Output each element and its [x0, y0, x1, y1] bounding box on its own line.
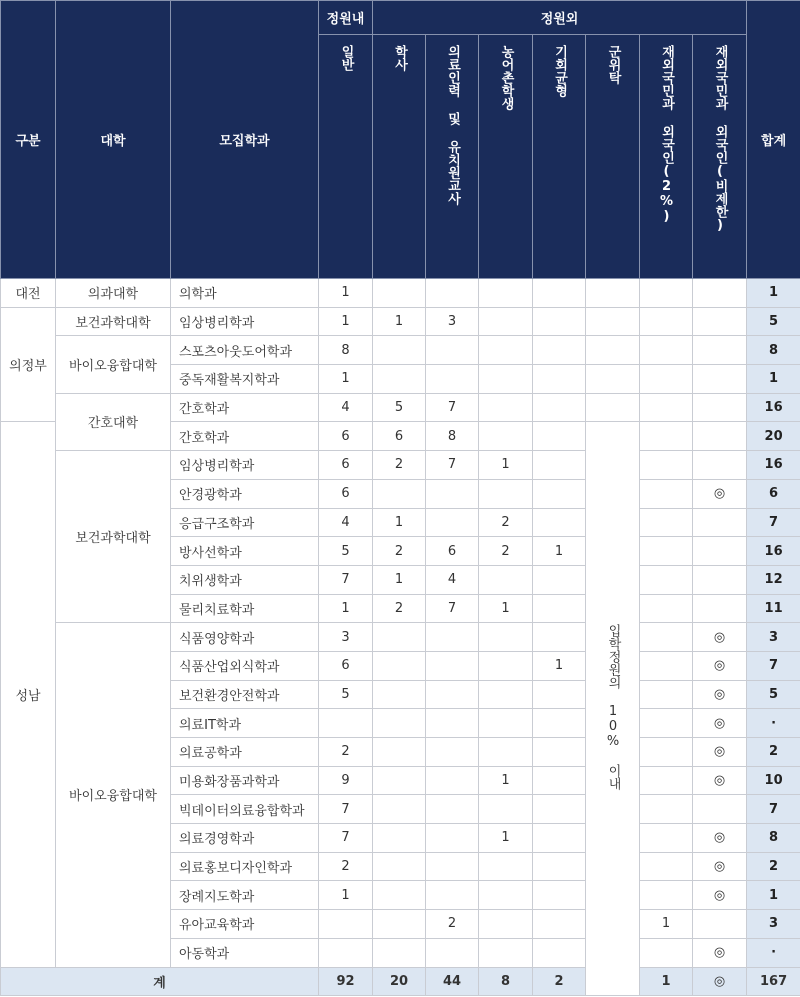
value-cell	[373, 910, 426, 939]
value-cell: ◎	[693, 881, 747, 910]
value-cell: 4	[426, 565, 479, 594]
value-cell	[640, 393, 693, 422]
sum-cell: 5	[747, 680, 800, 709]
value-cell	[426, 709, 479, 738]
value-cell	[640, 508, 693, 537]
value-cell	[533, 623, 586, 652]
value-cell: 1	[533, 651, 586, 680]
value-cell	[533, 279, 586, 308]
dept-cell: 식품산업외식학과	[171, 651, 319, 680]
value-cell	[373, 365, 426, 394]
sum-cell: 1	[747, 279, 800, 308]
header-dept: 모집학과	[171, 1, 319, 279]
header-col-general: 일반	[319, 35, 373, 279]
total-cell: 92	[319, 967, 373, 996]
value-cell: 3	[319, 623, 373, 652]
value-cell	[479, 565, 533, 594]
value-cell	[533, 365, 586, 394]
value-cell	[640, 709, 693, 738]
college-cell: 의과대학	[56, 279, 171, 308]
dept-cell: 방사선학과	[171, 537, 319, 566]
value-cell	[533, 307, 586, 336]
value-cell	[426, 938, 479, 967]
header-gubun: 구분	[1, 1, 56, 279]
value-cell: ◎	[693, 479, 747, 508]
value-cell: 6	[319, 422, 373, 451]
value-cell	[640, 824, 693, 853]
value-cell	[640, 623, 693, 652]
value-cell	[479, 393, 533, 422]
value-cell	[426, 651, 479, 680]
table-row	[1, 336, 800, 365]
dept-cell: 간호학과	[171, 393, 319, 422]
sum-cell: 7	[747, 508, 800, 537]
value-cell	[319, 709, 373, 738]
total-sum-cell: 167	[747, 967, 800, 996]
value-cell: ◎	[693, 938, 747, 967]
value-cell: ◎	[693, 738, 747, 767]
header-col-overseas-unlimited: 재외국민과 외국인(비제한)	[693, 35, 747, 279]
sum-cell: 2	[747, 738, 800, 767]
dept-cell: 간호학과	[171, 422, 319, 451]
sum-cell: 10	[747, 766, 800, 795]
dept-cell: 중독재활복지학과	[171, 365, 319, 394]
total-cell: 20	[373, 967, 426, 996]
value-cell	[479, 479, 533, 508]
value-cell: 6	[319, 651, 373, 680]
sum-cell: ·	[747, 709, 800, 738]
table-row	[1, 307, 800, 336]
value-cell	[479, 623, 533, 652]
value-cell: 2	[319, 738, 373, 767]
dept-cell: 임상병리학과	[171, 307, 319, 336]
value-cell: 2	[426, 910, 479, 939]
campus-cell: 의정부	[1, 307, 56, 422]
value-cell	[640, 680, 693, 709]
value-cell: 1	[319, 881, 373, 910]
value-cell	[693, 508, 747, 537]
value-cell	[479, 795, 533, 824]
value-cell	[479, 938, 533, 967]
value-cell	[426, 623, 479, 652]
value-cell	[533, 594, 586, 623]
value-cell	[373, 824, 426, 853]
header-outside-quota: 정원외	[373, 1, 747, 35]
header-col-opportunity: 기회균형	[533, 35, 586, 279]
value-cell: 6	[319, 451, 373, 480]
value-cell: 7	[426, 451, 479, 480]
value-cell: 2	[373, 451, 426, 480]
table-row	[1, 279, 800, 308]
sum-cell: 16	[747, 393, 800, 422]
value-cell: ◎	[693, 651, 747, 680]
value-cell	[373, 709, 426, 738]
value-cell	[373, 651, 426, 680]
value-cell: ◎	[693, 824, 747, 853]
value-cell: 1	[533, 537, 586, 566]
dept-cell: 아동학과	[171, 938, 319, 967]
value-cell	[533, 565, 586, 594]
value-cell	[426, 508, 479, 537]
value-cell	[586, 365, 640, 394]
value-cell: ◎	[693, 766, 747, 795]
value-cell	[640, 651, 693, 680]
total-label: 계	[1, 967, 319, 996]
campus-cell: 대전	[1, 279, 56, 308]
value-cell	[640, 479, 693, 508]
value-cell	[693, 795, 747, 824]
header-col-military: 군위탁	[586, 35, 640, 279]
dept-cell: 보건환경안전학과	[171, 680, 319, 709]
value-cell	[426, 766, 479, 795]
sum-cell: 16	[747, 537, 800, 566]
sum-cell: 7	[747, 795, 800, 824]
sum-cell: 3	[747, 623, 800, 652]
value-cell	[640, 738, 693, 767]
value-cell: 2	[373, 537, 426, 566]
value-cell: 7	[319, 824, 373, 853]
dept-cell: 응급구조학과	[171, 508, 319, 537]
value-cell	[426, 795, 479, 824]
value-cell: ◎	[693, 709, 747, 738]
dept-cell: 의학과	[171, 279, 319, 308]
value-cell: 6	[319, 479, 373, 508]
value-cell	[373, 881, 426, 910]
value-cell	[640, 766, 693, 795]
value-cell	[640, 336, 693, 365]
value-cell	[693, 422, 747, 451]
college-cell: 간호대학	[56, 393, 171, 450]
value-cell	[426, 852, 479, 881]
sum-cell: 8	[747, 336, 800, 365]
dept-cell: 의료홍보디자인학과	[171, 852, 319, 881]
value-cell: 9	[319, 766, 373, 795]
header-col-bachelor: 학사	[373, 35, 426, 279]
value-cell: 7	[426, 594, 479, 623]
value-cell	[426, 738, 479, 767]
value-cell	[640, 422, 693, 451]
value-cell: 1	[373, 508, 426, 537]
value-cell	[693, 565, 747, 594]
dept-cell: 치위생학과	[171, 565, 319, 594]
value-cell	[479, 279, 533, 308]
value-cell: 1	[319, 365, 373, 394]
header-within-quota: 정원내	[319, 1, 373, 35]
value-cell	[373, 279, 426, 308]
value-cell: 1	[479, 451, 533, 480]
value-cell: 2	[319, 852, 373, 881]
value-cell	[426, 365, 479, 394]
value-cell: 3	[426, 307, 479, 336]
value-cell	[533, 795, 586, 824]
value-cell	[640, 565, 693, 594]
value-cell	[533, 479, 586, 508]
value-cell: 6	[373, 422, 426, 451]
value-cell	[479, 881, 533, 910]
value-cell	[640, 881, 693, 910]
value-cell: ◎	[693, 680, 747, 709]
sum-cell: 20	[747, 422, 800, 451]
header-col-medical: 의료인력 및 유치원교사	[426, 35, 479, 279]
college-cell: 보건과학대학	[56, 307, 171, 336]
value-cell	[533, 680, 586, 709]
sum-cell: 1	[747, 881, 800, 910]
header-college: 대학	[56, 1, 171, 279]
value-cell	[533, 709, 586, 738]
sum-cell: 12	[747, 565, 800, 594]
dept-cell: 장례지도학과	[171, 881, 319, 910]
total-cell: 8	[479, 967, 533, 996]
value-cell: 2	[479, 537, 533, 566]
value-cell	[479, 709, 533, 738]
value-cell: 7	[426, 393, 479, 422]
value-cell	[533, 766, 586, 795]
total-cell: 2	[533, 967, 586, 996]
college-cell: 바이오융합대학	[56, 336, 171, 393]
dept-cell: 의료경영학과	[171, 824, 319, 853]
value-cell: 1	[319, 307, 373, 336]
dept-cell: 식품영양학과	[171, 623, 319, 652]
dept-cell: 물리치료학과	[171, 594, 319, 623]
dept-cell: 빅데이터의료융합학과	[171, 795, 319, 824]
value-cell: 1	[373, 565, 426, 594]
sum-cell: 16	[747, 451, 800, 480]
value-cell	[533, 938, 586, 967]
value-cell: ◎	[693, 623, 747, 652]
value-cell	[373, 766, 426, 795]
value-cell	[426, 479, 479, 508]
value-cell	[319, 910, 373, 939]
value-cell	[373, 336, 426, 365]
value-cell	[533, 738, 586, 767]
value-cell	[586, 307, 640, 336]
dept-cell: 스포츠아웃도어학과	[171, 336, 319, 365]
value-cell	[533, 910, 586, 939]
value-cell	[640, 451, 693, 480]
sum-cell: 11	[747, 594, 800, 623]
dept-cell: 안경광학과	[171, 479, 319, 508]
value-cell	[586, 279, 640, 308]
value-cell: 1	[479, 824, 533, 853]
value-cell	[693, 393, 747, 422]
sum-cell: 1	[747, 365, 800, 394]
value-cell: 1	[479, 766, 533, 795]
value-cell	[479, 422, 533, 451]
value-cell	[640, 537, 693, 566]
value-cell: 4	[319, 508, 373, 537]
value-cell: 5	[319, 537, 373, 566]
table-row	[1, 393, 800, 422]
value-cell	[693, 336, 747, 365]
value-cell	[426, 279, 479, 308]
value-cell	[640, 938, 693, 967]
value-cell: 5	[373, 393, 426, 422]
value-cell	[693, 451, 747, 480]
header-col-rural: 농어촌학생	[479, 35, 533, 279]
value-cell: 7	[319, 565, 373, 594]
value-cell: 5	[319, 680, 373, 709]
value-cell	[693, 307, 747, 336]
value-cell: 7	[319, 795, 373, 824]
value-cell: 1	[479, 594, 533, 623]
value-cell	[640, 795, 693, 824]
value-cell	[533, 451, 586, 480]
value-cell: 6	[426, 537, 479, 566]
military-quota-note: 입학정원의 10% 이내	[586, 422, 640, 996]
value-cell	[479, 852, 533, 881]
value-cell: 1	[640, 910, 693, 939]
value-cell	[479, 651, 533, 680]
sum-cell: 6	[747, 479, 800, 508]
value-cell	[693, 594, 747, 623]
value-cell: ◎	[693, 852, 747, 881]
dept-cell: 유아교육학과	[171, 910, 319, 939]
sum-cell: 7	[747, 651, 800, 680]
value-cell	[479, 365, 533, 394]
sum-cell: 8	[747, 824, 800, 853]
value-cell: 1	[319, 594, 373, 623]
value-cell	[533, 336, 586, 365]
total-cell: ◎	[693, 967, 747, 996]
value-cell	[373, 738, 426, 767]
value-cell	[533, 422, 586, 451]
header-col-overseas-2pct: 재외국민과 외국인(2%)	[640, 35, 693, 279]
value-cell	[533, 824, 586, 853]
value-cell	[640, 852, 693, 881]
value-cell: 1	[373, 307, 426, 336]
value-cell	[586, 336, 640, 365]
value-cell	[640, 365, 693, 394]
value-cell	[640, 594, 693, 623]
value-cell	[373, 680, 426, 709]
dept-cell: 의료공학과	[171, 738, 319, 767]
value-cell	[533, 508, 586, 537]
dept-cell: 임상병리학과	[171, 451, 319, 480]
value-cell	[479, 336, 533, 365]
value-cell	[479, 680, 533, 709]
value-cell	[693, 279, 747, 308]
value-cell	[479, 910, 533, 939]
value-cell	[319, 938, 373, 967]
value-cell	[533, 393, 586, 422]
value-cell	[426, 336, 479, 365]
value-cell	[426, 824, 479, 853]
value-cell	[373, 938, 426, 967]
value-cell	[479, 738, 533, 767]
table-row	[1, 623, 800, 652]
value-cell	[426, 680, 479, 709]
value-cell	[479, 307, 533, 336]
college-cell: 보건과학대학	[56, 451, 171, 623]
value-cell	[640, 307, 693, 336]
value-cell	[693, 537, 747, 566]
header-total: 합계	[747, 1, 800, 279]
dept-cell: 미용화장품과학과	[171, 766, 319, 795]
total-cell: 1	[640, 967, 693, 996]
value-cell	[373, 623, 426, 652]
value-cell: 8	[426, 422, 479, 451]
value-cell	[373, 852, 426, 881]
campus-cell: 성남	[1, 422, 56, 967]
sum-cell: 3	[747, 910, 800, 939]
value-cell	[533, 881, 586, 910]
value-cell	[373, 479, 426, 508]
value-cell	[373, 795, 426, 824]
value-cell	[426, 881, 479, 910]
sum-cell: 5	[747, 307, 800, 336]
value-cell: 1	[319, 279, 373, 308]
dept-cell: 의료IT학과	[171, 709, 319, 738]
value-cell: 8	[319, 336, 373, 365]
value-cell	[693, 365, 747, 394]
value-cell: 2	[373, 594, 426, 623]
value-cell	[586, 393, 640, 422]
sum-cell: 2	[747, 852, 800, 881]
value-cell	[533, 852, 586, 881]
sum-cell: ·	[747, 938, 800, 967]
value-cell: 4	[319, 393, 373, 422]
total-cell: 44	[426, 967, 479, 996]
value-cell: 2	[479, 508, 533, 537]
value-cell	[640, 279, 693, 308]
total-row	[1, 967, 800, 996]
value-cell	[693, 910, 747, 939]
table-row	[1, 451, 800, 480]
college-cell: 바이오융합대학	[56, 623, 171, 967]
